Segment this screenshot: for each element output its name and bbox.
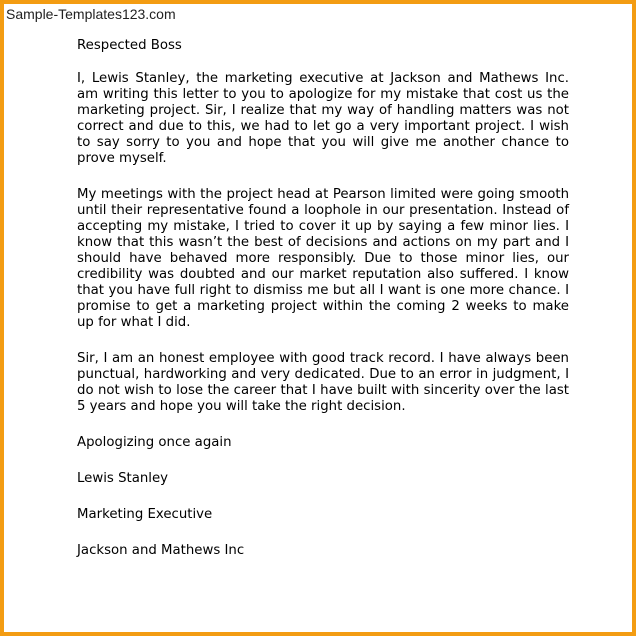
signature-name: Lewis Stanley (77, 471, 169, 486)
document-page (4, 4, 632, 632)
paragraph-incident-explanation: My meetings with the project head at Pearson limited were going smooth until their representative found a loophole in our presentation. Instead of accepting my mistake, I tried to cover it up by saying a few minor lies. I know that this wasn’t the best of decisions and actions on my part and I should have behaved more responsibly. Due to those minor lies, our credibility was doubted and our market reputation also suffered. I know that you have full right to dismiss me but all I want is one more chance. I promise to get a marketing project within the coming 2 weeks to make up for what I did. (77, 187, 569, 330)
watermark-text: Sample-Templates123.com (6, 6, 176, 22)
paragraph-apology-intro: I, Lewis Stanley, the marketing executive at Jackson and Mathews Inc. am writing this letter to you to apologize for my mistake that cost us the marketing project. Sir, I realize that my way of handling matters was not correct and due to this, we had to let go a very important project. I wish to say sorry to you and hope that you will give me another chance to prove myself. (77, 71, 569, 166)
salutation: Respected Boss (77, 38, 182, 53)
closing-line: Apologizing once again (77, 435, 232, 450)
signature-company: Jackson and Mathews Inc (77, 543, 245, 558)
letter-body (77, 38, 569, 579)
signature-title: Marketing Executive (77, 507, 213, 522)
paragraph-request-chance: Sir, I am an honest employee with good track record. I have always been punctual, hardworking and very dedicated. Due to an error in judgment, I do not wish to lose the career that I have built with sincerity over the last 5 years and hope you will take the right decision. (77, 351, 569, 414)
